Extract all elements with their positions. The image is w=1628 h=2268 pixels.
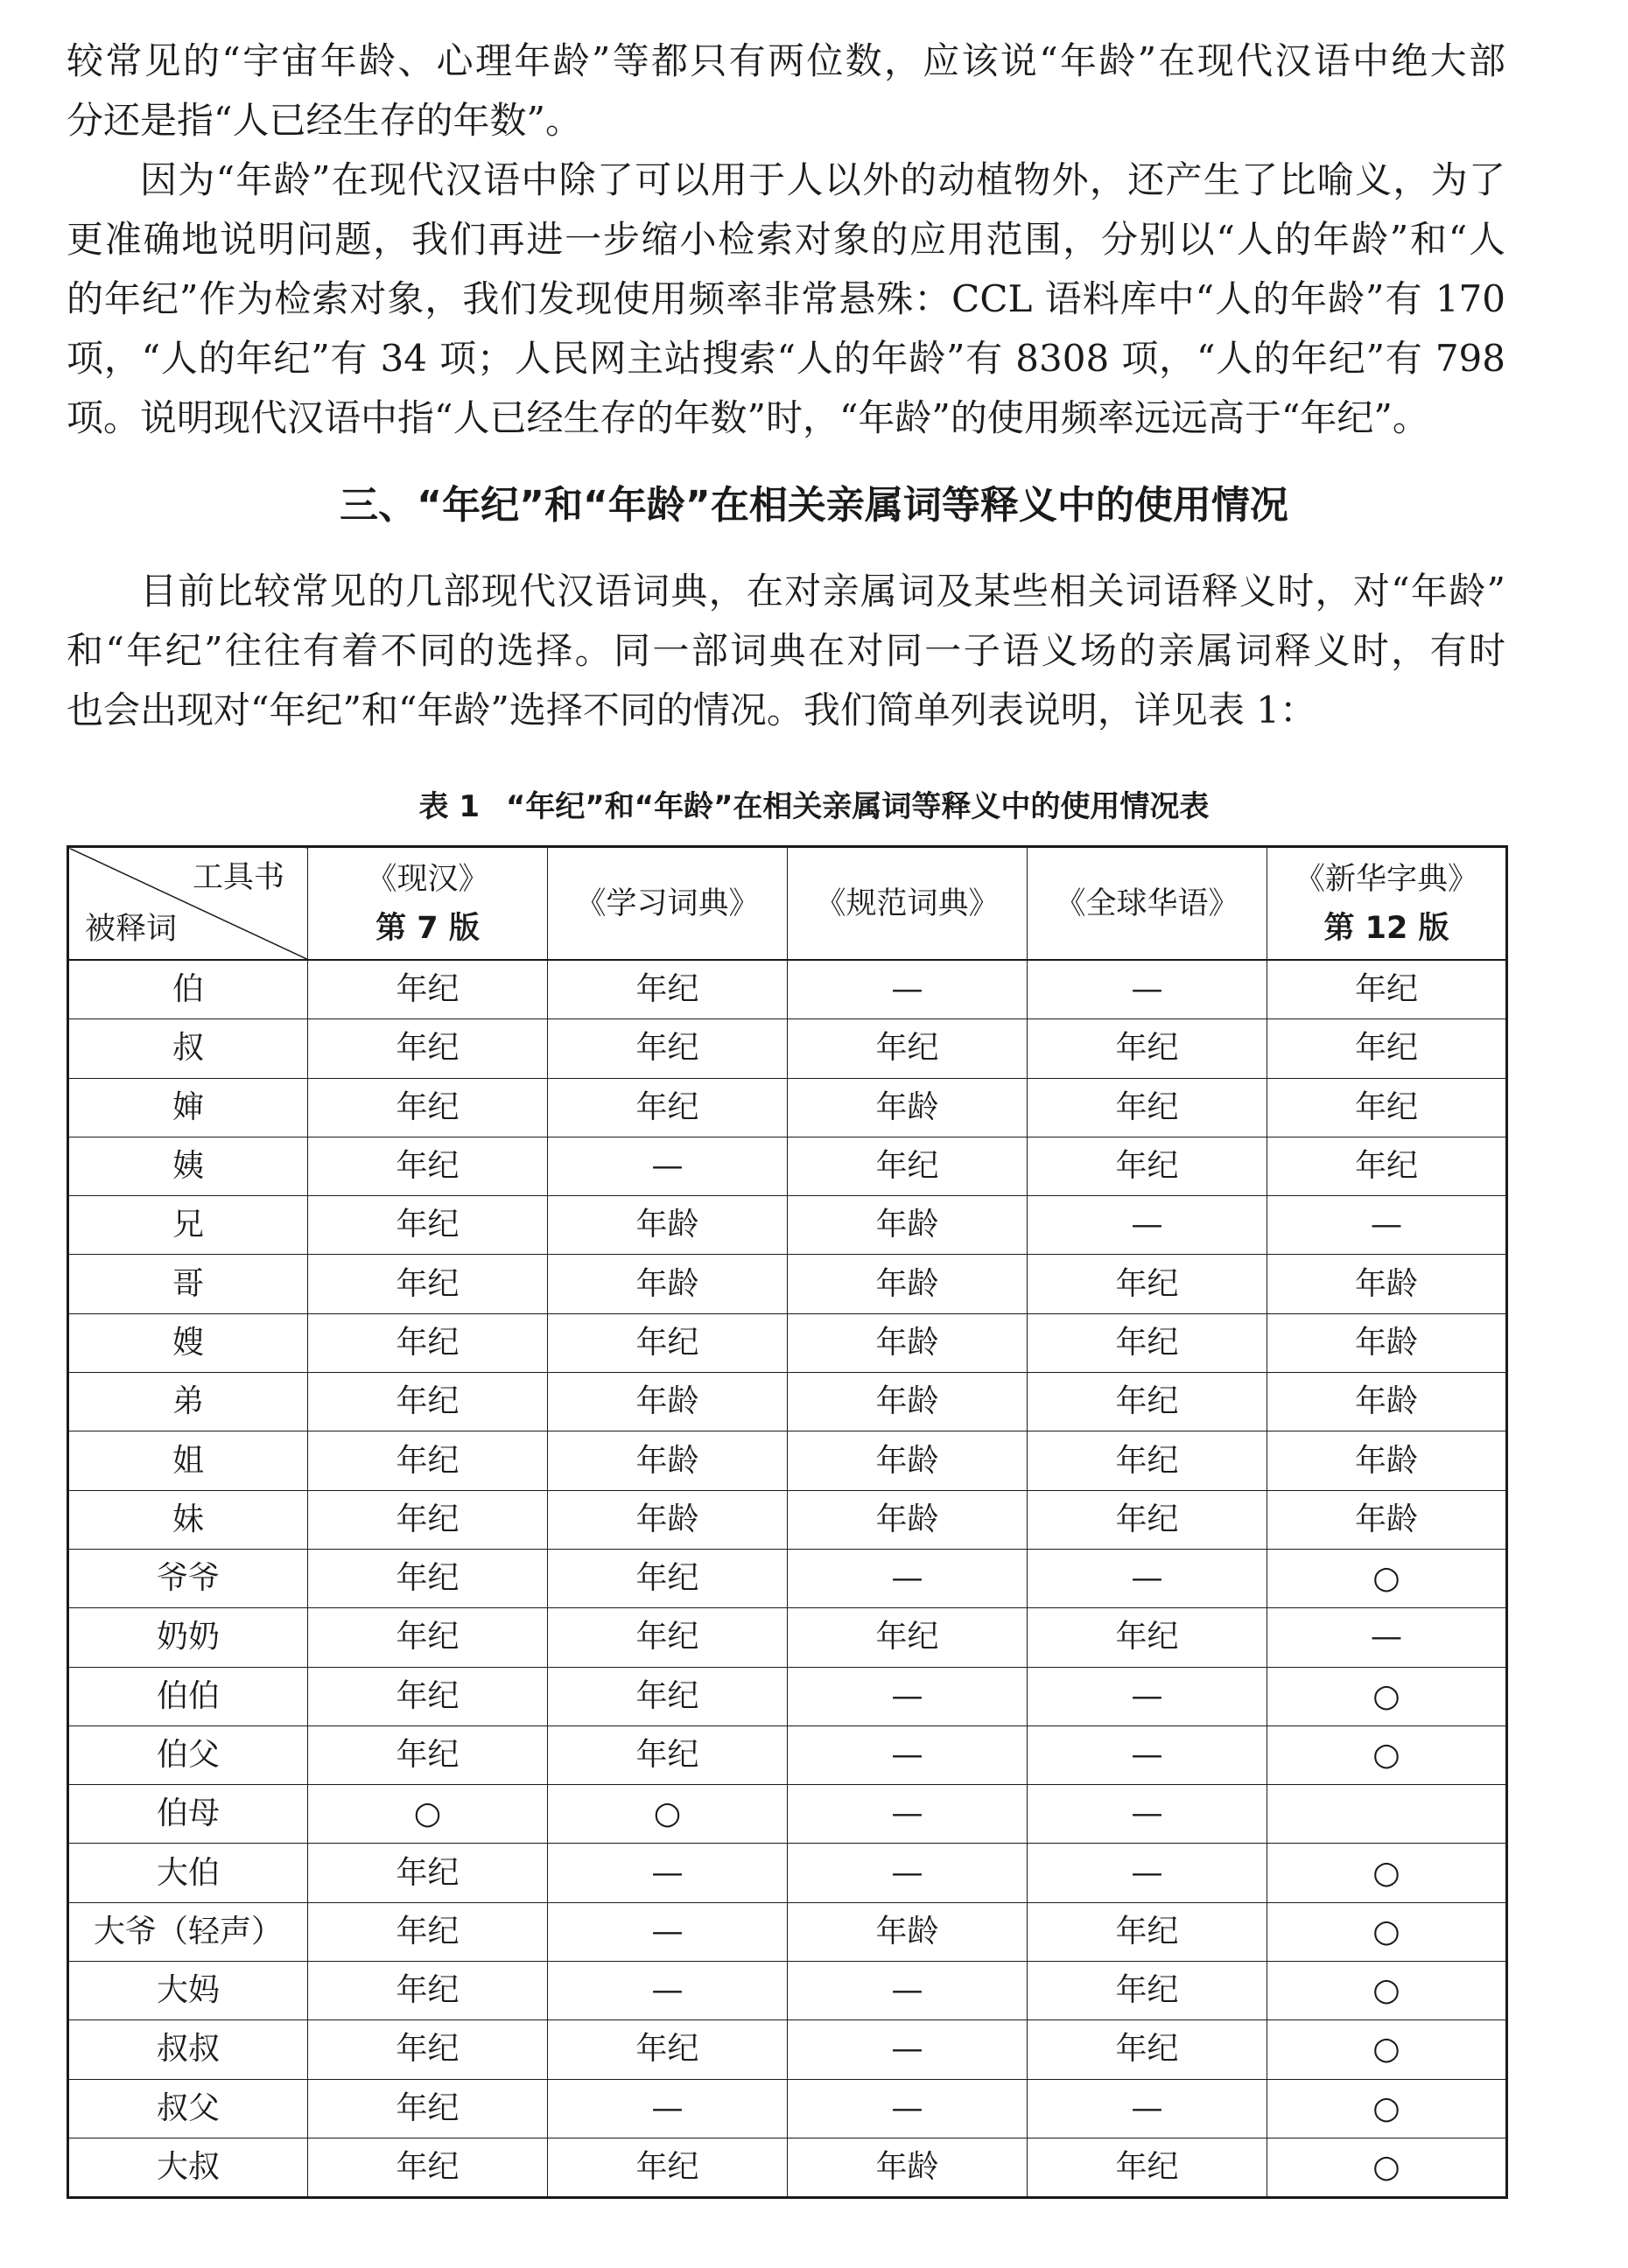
table-cell: 年纪 — [308, 1726, 548, 1784]
table-cell: ○ — [1267, 1962, 1507, 2020]
row-term-cell: 奶奶 — [68, 1608, 308, 1667]
table-cell: 年纪 — [308, 1962, 548, 2020]
table-cell: 年纪 — [308, 1078, 548, 1137]
table-cell: 年纪 — [548, 2138, 788, 2197]
table-header-row — [68, 847, 1507, 961]
table-cell: — — [548, 1844, 788, 1902]
table-cell: ○ — [1267, 1549, 1507, 1607]
table-caption-label: 表 1 — [418, 789, 481, 824]
table-cell: 年纪 — [548, 1019, 788, 1078]
table-cell: 年纪 — [308, 1667, 548, 1726]
table-cell: — — [1267, 1608, 1507, 1667]
table-cell: 年龄 — [788, 1490, 1028, 1549]
table-cell: 年纪 — [548, 1667, 788, 1726]
table-cell: 年纪 — [548, 1608, 788, 1667]
row-term-cell: 大妈 — [68, 1962, 308, 2020]
table-cell: 年纪 — [1028, 1490, 1267, 1549]
column-header-edition: 第 7 版 — [375, 910, 480, 946]
text-line: 分还是指“人已经生存的年数”。 — [67, 99, 582, 142]
table-cell: — — [1028, 960, 1267, 1019]
table-row — [68, 1432, 1507, 1490]
table-cell: 年纪 — [1028, 1373, 1267, 1432]
table-cell: ○ — [1267, 1667, 1507, 1726]
table-cell: 年纪 — [308, 1196, 548, 1255]
table-cell: ○ — [548, 1785, 788, 1844]
table-cell: 年龄 — [788, 1313, 1028, 1372]
table-row — [68, 1137, 1507, 1195]
table-caption-text: “年纪”和“年龄”在相关亲属词等释义中的使用情况表 — [506, 789, 1210, 824]
table-cell: 年龄 — [548, 1490, 788, 1549]
table-cell: 年纪 — [1267, 1078, 1507, 1137]
table-row — [68, 1078, 1507, 1137]
table-cell: 年纪 — [548, 1549, 788, 1607]
table-cell: 年纪 — [1028, 1137, 1267, 1195]
table-cell: 年纪 — [308, 1608, 548, 1667]
table-row — [68, 1019, 1507, 1078]
table-row — [68, 1902, 1507, 1961]
row-term-cell: 大爷（轻声） — [68, 1902, 308, 1961]
table-cell: ○ — [1267, 1726, 1507, 1784]
table-row — [68, 1490, 1507, 1549]
table-cell: 年纪 — [1028, 1432, 1267, 1490]
table-cell: 年纪 — [1028, 1019, 1267, 1078]
section-heading: 三、“年纪”和“年龄”在相关亲属词等释义中的使用情况 — [340, 483, 1288, 528]
table-cell: 年龄 — [548, 1196, 788, 1255]
table-cell: 年纪 — [308, 960, 548, 1019]
text-line: 和“年纪”往往有着不同的选择。同一部词典在对同一子语义场的亲属词释义时，有时 — [67, 629, 1505, 672]
table-cell: — — [788, 1962, 1028, 2020]
column-header — [1267, 847, 1507, 961]
table-cell: — — [1028, 1196, 1267, 1255]
table-row — [68, 2079, 1507, 2138]
table-row — [68, 1844, 1507, 1902]
table-cell: 年纪 — [788, 1019, 1028, 1078]
table-cell: 年龄 — [788, 1255, 1028, 1313]
table-cell: 年纪 — [548, 1726, 788, 1784]
table-cell: — — [1028, 1726, 1267, 1784]
table-row — [68, 1667, 1507, 1726]
table-cell: 年龄 — [1267, 1373, 1507, 1432]
text-line: 因为“年龄”在现代汉语中除了可以用于人以外的动植物外，还产生了比喻义，为了 — [140, 158, 1505, 201]
table-cell: — — [788, 2020, 1028, 2079]
column-header-name: 《全球华语》 — [1055, 886, 1239, 921]
column-header-name: 《新华字典》 — [1294, 861, 1478, 897]
table-cell: 年纪 — [308, 1549, 548, 1607]
table-cell: — — [1028, 1785, 1267, 1844]
paragraph-1 — [67, 32, 1505, 150]
table-cell: — — [548, 1962, 788, 2020]
column-header-name: 《规范词典》 — [815, 886, 1000, 921]
table-cell: 年纪 — [548, 2020, 788, 2079]
table-cell: 年纪 — [308, 2138, 548, 2197]
row-term-cell: 伯伯 — [68, 1667, 308, 1726]
table-cell: 年龄 — [788, 1432, 1028, 1490]
table-cell: — — [548, 1902, 788, 1961]
table-cell: 年纪 — [308, 1432, 548, 1490]
row-term-cell: 姨 — [68, 1137, 308, 1195]
table-cell: — — [1028, 2079, 1267, 2138]
column-header-name: 《现汉》 — [366, 861, 489, 897]
row-term-cell: 伯 — [68, 960, 308, 1019]
table-cell: — — [788, 960, 1028, 1019]
text-line: 较常见的“宇宙年龄、心理年龄”等都只有两位数，应该说“年龄”在现代汉语中绝大部 — [67, 39, 1505, 82]
table-cell: — — [788, 1549, 1028, 1607]
table-cell: 年纪 — [1028, 1962, 1267, 2020]
table-cell: 年纪 — [548, 960, 788, 1019]
table-cell: 年龄 — [788, 1196, 1028, 1255]
table-cell: — — [788, 1726, 1028, 1784]
table-cell: ○ — [1267, 2079, 1507, 2138]
table-cell: 年纪 — [788, 1137, 1028, 1195]
text-line: 的年纪”作为检索对象，我们发现使用频率非常悬殊：CCL 语料库中“人的年龄”有 170 — [67, 277, 1505, 320]
table-cell: — — [1028, 1844, 1267, 1902]
table-cell — [1267, 1785, 1507, 1844]
table-cell: 年龄 — [1267, 1313, 1507, 1372]
row-term-cell: 姐 — [68, 1432, 308, 1490]
table-cell: 年纪 — [308, 1137, 548, 1195]
table-cell: ○ — [1267, 2020, 1507, 2079]
paragraph-3 — [67, 562, 1505, 740]
table-cell: — — [548, 2079, 788, 2138]
table-cell: 年龄 — [788, 1078, 1028, 1137]
table-cell: 年纪 — [1267, 1019, 1507, 1078]
table-row — [68, 960, 1507, 1019]
table-cell: 年纪 — [1028, 1078, 1267, 1137]
table-cell: — — [1028, 1549, 1267, 1607]
table-cell: 年纪 — [788, 1608, 1028, 1667]
row-term-cell: 叔叔 — [68, 2020, 308, 2079]
table-row — [68, 2138, 1507, 2197]
table-cell: — — [1028, 1667, 1267, 1726]
text-line: 项。说明现代汉语中指“人已经生存的年数”时，“年龄”的使用频率远远高于“年纪”。 — [67, 396, 1429, 439]
table-cell: 年纪 — [308, 1019, 548, 1078]
table-cell: 年纪 — [308, 1490, 548, 1549]
table-caption — [0, 786, 1628, 828]
row-term-cell: 伯母 — [68, 1785, 308, 1844]
table-cell: ○ — [308, 1785, 548, 1844]
text-line: 也会出现对“年纪”和“年龄”选择不同的情况。我们简单列表说明，详见表 1： — [67, 689, 1316, 732]
table-row — [68, 1962, 1507, 2020]
table-cell: 年龄 — [1267, 1490, 1507, 1549]
table-cell: 年纪 — [1028, 1608, 1267, 1667]
table-cell: 年纪 — [308, 1313, 548, 1372]
table-row — [68, 1313, 1507, 1372]
row-term-cell: 兄 — [68, 1196, 308, 1255]
table-cell: — — [788, 2079, 1028, 2138]
table-cell: 年纪 — [1267, 1137, 1507, 1195]
row-term-cell: 哥 — [68, 1255, 308, 1313]
table-row — [68, 2020, 1507, 2079]
table-cell: 年纪 — [308, 1255, 548, 1313]
row-term-cell: 弟 — [68, 1373, 308, 1432]
table-cell: 年纪 — [1028, 1902, 1267, 1961]
table-cell: ○ — [1267, 1902, 1507, 1961]
table-cell: 年纪 — [1028, 1255, 1267, 1313]
table-cell: 年纪 — [308, 1844, 548, 1902]
column-header — [788, 847, 1028, 961]
table-cell: 年纪 — [1028, 1313, 1267, 1372]
table-row — [68, 1608, 1507, 1667]
table-row — [68, 1785, 1507, 1844]
table-cell: 年纪 — [548, 1313, 788, 1372]
row-term-cell: 叔父 — [68, 2079, 308, 2138]
column-header — [1028, 847, 1267, 961]
table-cell: 年龄 — [548, 1432, 788, 1490]
row-term-cell: 叔 — [68, 1019, 308, 1078]
table-cell: 年纪 — [1028, 2138, 1267, 2197]
corner-header-cell — [68, 847, 308, 961]
table-row — [68, 1196, 1507, 1255]
text-line: 目前比较常见的几部现代汉语词典，在对亲属词及某些相关词语释义时，对“年龄” — [140, 570, 1505, 612]
row-term-cell: 婶 — [68, 1078, 308, 1137]
table-body — [68, 960, 1507, 2198]
table-cell: 年龄 — [788, 1373, 1028, 1432]
column-header-name: 《学习词典》 — [575, 886, 760, 921]
corner-header-top: 工具书 — [192, 860, 284, 895]
table-cell: 年龄 — [788, 2138, 1028, 2197]
table-cell: — — [788, 1844, 1028, 1902]
row-term-cell: 妹 — [68, 1490, 308, 1549]
table-cell: 年龄 — [788, 1902, 1028, 1961]
table-row — [68, 1726, 1507, 1784]
row-term-cell: 大叔 — [68, 2138, 308, 2197]
table-cell: — — [1267, 1196, 1507, 1255]
table-row — [68, 1549, 1507, 1607]
table-cell: 年纪 — [548, 1078, 788, 1137]
row-term-cell: 嫂 — [68, 1313, 308, 1372]
text-line: 项，“人的年纪”有 34 项；人民网主站搜索“人的年龄”有 8308 项，“人的年纪”有 798 — [67, 337, 1505, 380]
table-cell: 年纪 — [308, 1373, 548, 1432]
table-cell: 年纪 — [308, 2020, 548, 2079]
row-term-cell: 大伯 — [68, 1844, 308, 1902]
corner-header-bottom: 被释词 — [85, 912, 178, 947]
table-cell: 年龄 — [548, 1373, 788, 1432]
table-cell: — — [788, 1667, 1028, 1726]
paragraph-2 — [67, 150, 1505, 448]
table-cell: 年龄 — [1267, 1255, 1507, 1313]
table-cell: ○ — [1267, 1844, 1507, 1902]
text-line: 更准确地说明问题，我们再进一步缩小检索对象的应用范围，分别以“人的年龄”和“人 — [67, 218, 1505, 261]
table-cell: ○ — [1267, 2138, 1507, 2197]
table-cell: — — [788, 1785, 1028, 1844]
column-header — [308, 847, 548, 961]
column-header-edition: 第 12 版 — [1323, 910, 1449, 946]
table-cell: 年龄 — [548, 1255, 788, 1313]
table-cell: 年纪 — [1267, 960, 1507, 1019]
row-term-cell: 伯父 — [68, 1726, 308, 1784]
table-cell: 年纪 — [308, 1902, 548, 1961]
table-cell: 年纪 — [308, 2079, 548, 2138]
table-row — [68, 1255, 1507, 1313]
table-cell: 年纪 — [1028, 2020, 1267, 2079]
table-row — [68, 1373, 1507, 1432]
comparison-table — [67, 845, 1508, 2199]
column-header — [548, 847, 788, 961]
row-term-cell: 爷爷 — [68, 1549, 308, 1607]
table-cell: — — [548, 1137, 788, 1195]
table-cell: 年龄 — [1267, 1432, 1507, 1490]
